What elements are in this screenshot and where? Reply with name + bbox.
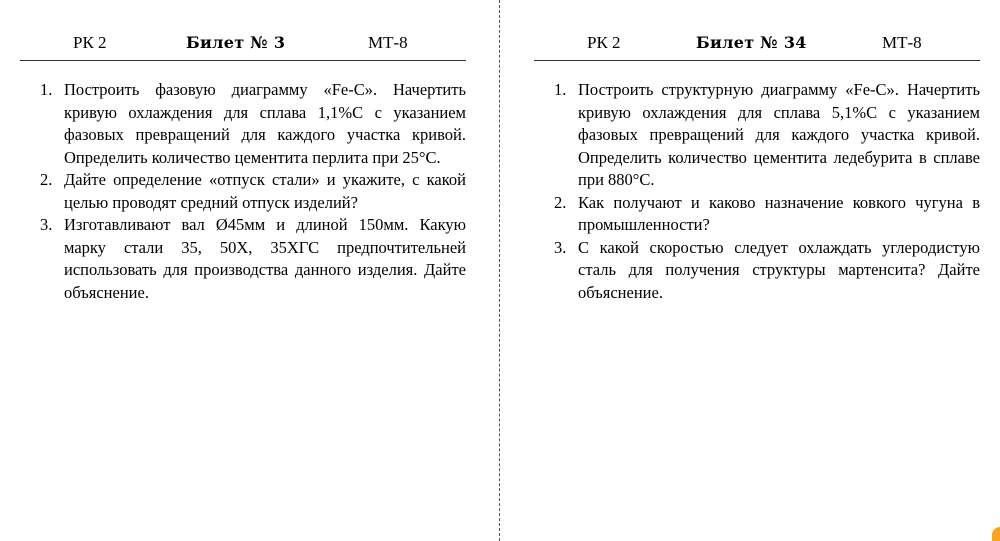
question-number: 3. [40, 215, 53, 234]
question-number: 1. [554, 80, 567, 99]
question-list [20, 79, 466, 304]
question-text: Изготавливают вал Ø45мм и длиной 150мм. Какую марку стали 35, 50Х, 35ХГС предпочтительней использовать для производства данного изделия. Дайте объяснение. [64, 215, 466, 302]
ticket-title: Билет № 3 [186, 33, 286, 52]
question-text: Построить фазовую диаграмму «Fe-C». Начертить кривую охлаждения для сплава 1,1%C с указанием фазовых превращений для каждого участка кривой. Определить количество цементита перлита при 25°C. [64, 80, 466, 167]
control-label: РК 2 [73, 33, 107, 52]
question-text: Построить структурную диаграмму «Fe-C». Начертить кривую охлаждения для сплава 5,1%C с указанием фазовых превращений для каждого участка кривой. Определить количество цементита ледебурита в сплаве при 880°C. [578, 80, 980, 189]
corner-accent-mark [992, 527, 1000, 541]
question-item [534, 237, 980, 305]
question-text: Дайте определение «отпуск стали» и укажите, с какой целью проводят средний отпуск изделий? [64, 170, 466, 212]
question-item [20, 169, 466, 214]
group-label: МТ-8 [882, 33, 922, 52]
question-text: Как получают и каково назначение ковкого чугуна в промышленности? [578, 192, 980, 234]
ticket-header [20, 0, 466, 61]
ticket-34 [534, 0, 980, 304]
question-list [534, 79, 980, 304]
ticket-header [534, 0, 980, 61]
control-label: РК 2 [587, 33, 621, 52]
question-number: 3. [554, 237, 567, 257]
question-number: 2. [40, 170, 53, 189]
question-item [534, 192, 980, 237]
question-item [20, 79, 466, 169]
ticket-title: Билет № 34 [696, 33, 807, 52]
group-label: МТ-8 [368, 33, 408, 52]
question-number: 1. [40, 80, 53, 99]
cut-line-divider [499, 0, 500, 541]
ticket-3 [20, 0, 466, 304]
question-number: 2. [554, 192, 567, 212]
question-item [534, 79, 980, 192]
question-text: С какой скоростью следует охлаждать углеродистую сталь для получения структуры мартенсита? Дайте объяснение. [578, 237, 980, 302]
question-item [20, 214, 466, 304]
